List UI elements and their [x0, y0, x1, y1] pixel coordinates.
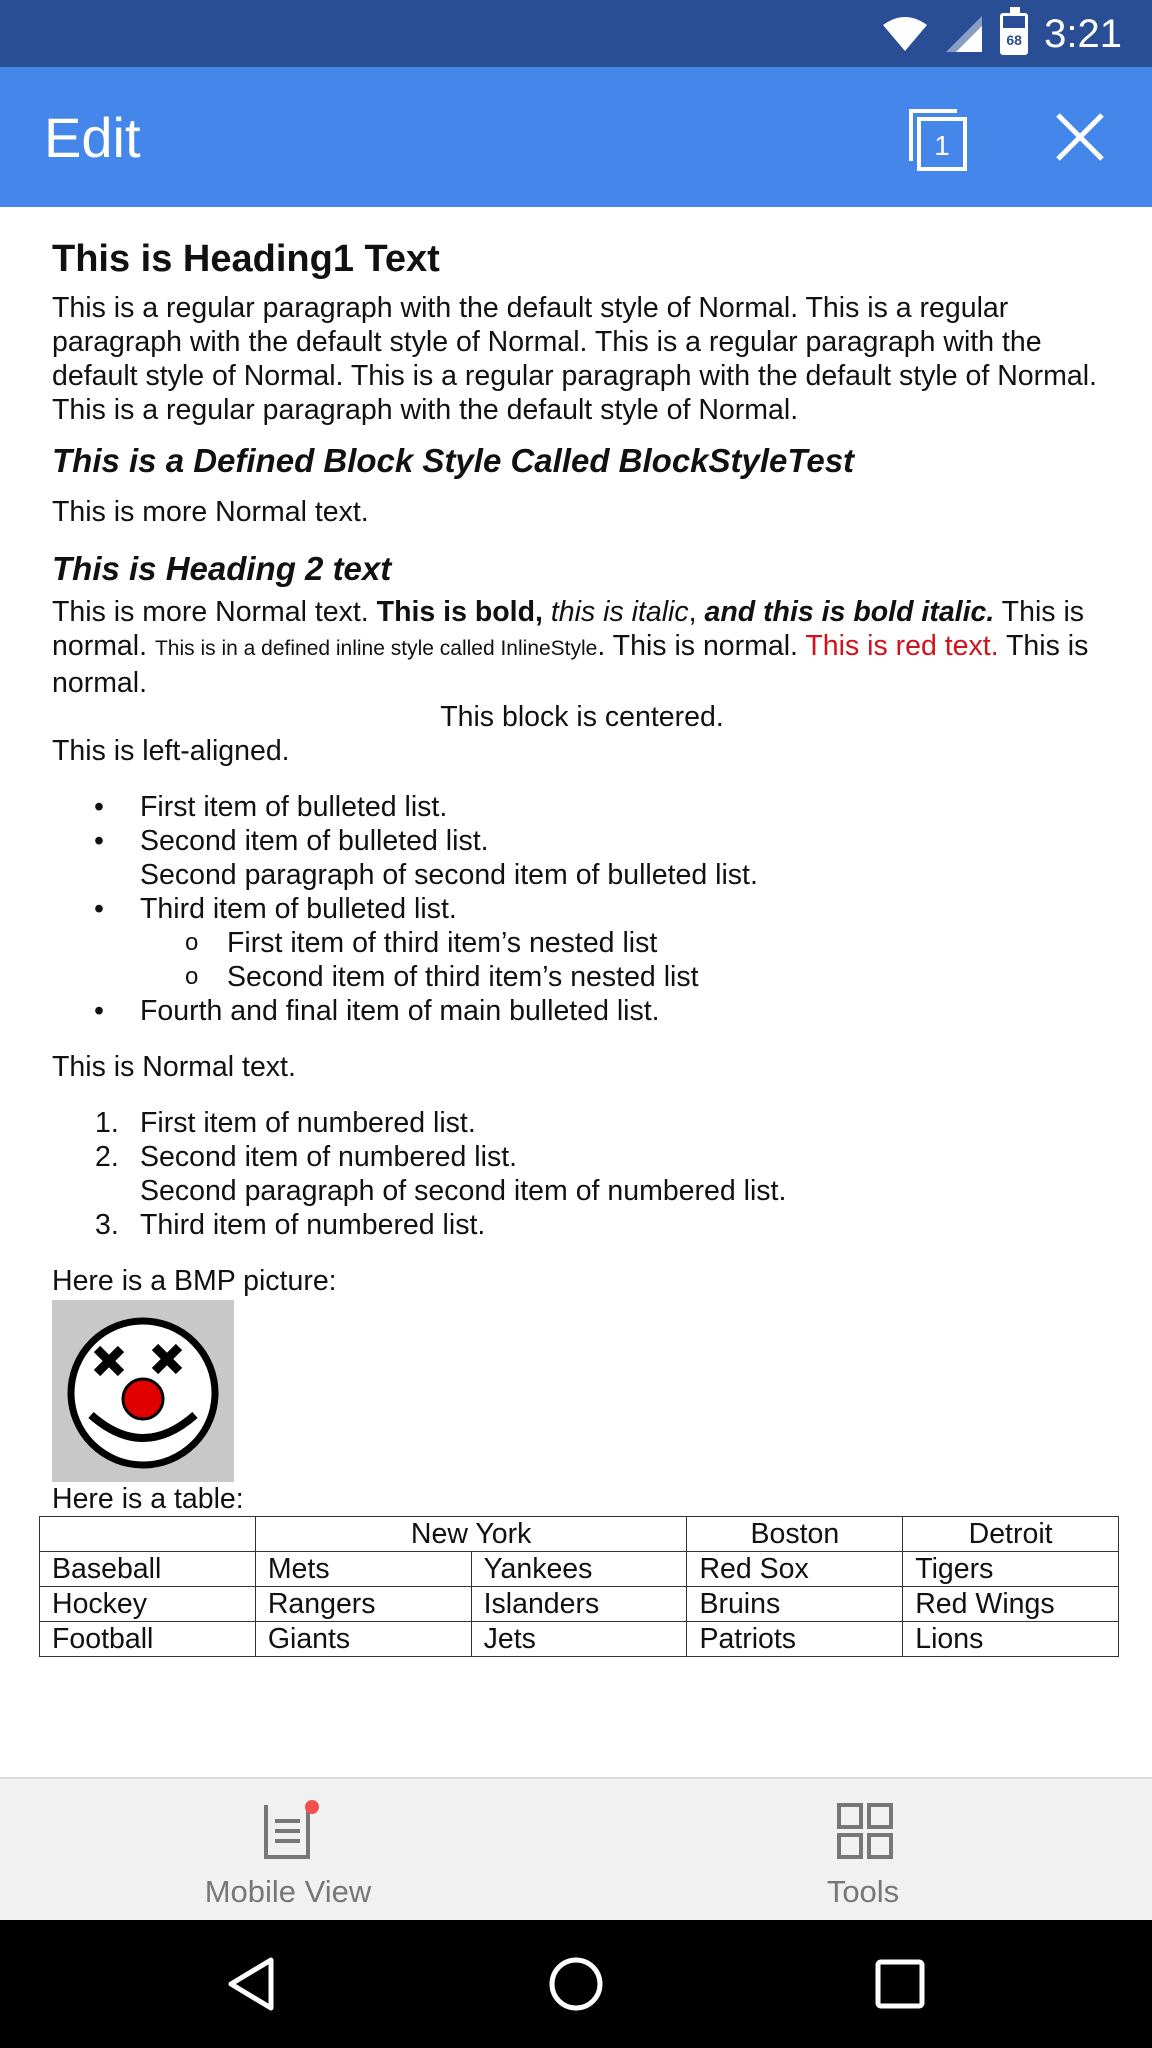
table-header-cell: Boston [687, 1517, 903, 1552]
list-item [52, 1140, 1112, 1208]
sports-table [39, 1516, 1119, 1657]
close-icon [1050, 107, 1110, 167]
number-marker: 2. [95, 1141, 119, 1173]
table-cell: Red Sox [687, 1552, 903, 1587]
table-header-cell [40, 1517, 256, 1552]
normal-text-run: This is normal. [52, 630, 1089, 699]
normal-text-run: This is normal. [52, 596, 1085, 662]
heading2: This is Heading 2 text [52, 550, 392, 587]
bottom-toolbar [0, 1777, 1152, 1920]
list-item-text: Second item of bulleted list. [140, 825, 489, 857]
table-caption: Here is a table: [52, 1483, 244, 1515]
tools-label: Tools [826, 1874, 900, 1909]
recents-button[interactable] [870, 1954, 930, 2014]
page-count-button[interactable] [905, 107, 971, 173]
cell-signal-icon [944, 14, 984, 54]
bullet-marker: • [94, 791, 104, 823]
table-cell: Rangers [255, 1587, 471, 1622]
mobile-view-button[interactable] [158, 1799, 418, 1909]
document-view[interactable] [0, 207, 1152, 1777]
navigation-bar [0, 1920, 1152, 2048]
regular-paragraph: This is a regular paragraph with the default style of Normal. This is a regular paragraph with the default style of Normal. This is a regular paragraph with the default style of Normal. This is a regular paragraph with the default style of Normal. This is a regular paragraph with the default style of Normal. [52, 292, 1097, 426]
table-cell: Yankees [471, 1552, 687, 1587]
nested-item-text: First item of third item’s nested list [227, 927, 658, 959]
battery-level: 68 [1003, 28, 1025, 52]
list-item-text: Third item of numbered list. [140, 1209, 486, 1241]
table-cell: Football [40, 1622, 256, 1657]
mixed-format-paragraph [52, 595, 1112, 700]
nested-item-text: Second item of third item’s nested list [227, 961, 699, 993]
status-time: 3:21 [1044, 11, 1122, 56]
red-text-run: This is red text. [805, 630, 999, 662]
nested-list-item [140, 960, 1112, 994]
table-cell: Mets [255, 1552, 471, 1587]
bmp-picture [52, 1300, 234, 1482]
picture-caption: Here is a BMP picture: [52, 1265, 337, 1297]
centered-block: This block is centered. [440, 701, 724, 733]
tools-button[interactable] [733, 1799, 993, 1909]
battery-icon [1000, 13, 1028, 55]
list-item-text: First item of bulleted list. [140, 791, 448, 823]
list-item-second-paragraph: Second paragraph of second item of bulleted list. [140, 859, 758, 891]
list-item [52, 892, 1112, 994]
recents-icon [870, 1954, 930, 2014]
table-row [40, 1552, 1119, 1587]
list-item [52, 994, 1112, 1028]
table-cell: Lions [903, 1622, 1119, 1657]
table-row [40, 1587, 1119, 1622]
list-item-second-paragraph: Second paragraph of second item of numbered list. [140, 1175, 787, 1207]
more-normal-text: This is more Normal text. [52, 496, 369, 528]
home-icon [546, 1954, 606, 2014]
mobile-view-label: Mobile View [204, 1874, 372, 1909]
inline-style-run: This is in a defined inline style called InlineStyle [154, 637, 598, 660]
numbered-list [52, 1106, 1112, 1242]
clown-face-icon [63, 1311, 223, 1471]
home-button[interactable] [546, 1954, 606, 2014]
table-cell: Red Wings [903, 1587, 1119, 1622]
table-cell: Jets [471, 1622, 687, 1657]
close-button[interactable] [1050, 107, 1110, 167]
app-bar [0, 67, 1152, 207]
list-item [52, 790, 1112, 824]
table-cell: Islanders [471, 1587, 687, 1622]
heading1: This is Heading1 Text [52, 238, 440, 280]
bullet-marker: • [94, 893, 104, 925]
table-row [40, 1622, 1119, 1657]
number-marker: 3. [95, 1209, 119, 1241]
bold-italic-text-run: and this is bold italic. [704, 596, 995, 628]
back-icon [223, 1954, 283, 2014]
normal-text: This is Normal text. [52, 1051, 296, 1083]
table-cell: Patriots [687, 1622, 903, 1657]
table-cell: Bruins [687, 1587, 903, 1622]
left-aligned-block: This is left-aligned. [52, 735, 290, 767]
document-content [52, 235, 1112, 1661]
normal-text-run: . This is normal. [597, 630, 806, 662]
list-item [52, 1208, 1112, 1242]
back-button[interactable] [223, 1954, 283, 2014]
bulleted-list [52, 790, 1112, 1028]
notification-dot [305, 1800, 319, 1814]
table-header-row [40, 1517, 1119, 1552]
block-style-heading: This is a Defined Block Style Called BlockStyleTest [52, 442, 855, 479]
mobile-view-icon [258, 1799, 322, 1863]
nested-list [140, 926, 1112, 994]
list-item-text: First item of numbered list. [140, 1107, 476, 1139]
nested-bullet-marker: o [185, 929, 199, 956]
normal-text-run: This is more Normal text. [52, 596, 377, 628]
number-marker: 1. [95, 1107, 119, 1139]
list-item-text: Fourth and final item of main bulleted list. [140, 995, 660, 1027]
page-title: Edit [44, 106, 141, 169]
list-item-text: Third item of bulleted list. [140, 893, 457, 925]
table-header-cell: New York [255, 1517, 687, 1552]
tools-grid-icon [833, 1799, 897, 1863]
pages-icon [905, 107, 971, 173]
list-item [52, 1106, 1112, 1140]
table-header-cell: Detroit [903, 1517, 1119, 1552]
bullet-marker: • [94, 995, 104, 1027]
list-item [52, 824, 1112, 892]
table-cell: Giants [255, 1622, 471, 1657]
table-cell: Tigers [903, 1552, 1119, 1587]
page-count: 1 [934, 130, 950, 161]
table-cell: Baseball [40, 1552, 256, 1587]
comma-run: , [688, 596, 697, 628]
table-cell: Hockey [40, 1587, 256, 1622]
bold-text-run: This is bold, [376, 596, 543, 628]
nested-list-item [140, 926, 1112, 960]
nested-bullet-marker: o [185, 963, 199, 990]
status-bar [0, 0, 1152, 67]
bullet-marker: • [94, 825, 104, 857]
italic-text-run: this is italic [550, 596, 689, 628]
wifi-icon [882, 15, 928, 53]
list-item-text: Second item of numbered list. [140, 1141, 518, 1173]
